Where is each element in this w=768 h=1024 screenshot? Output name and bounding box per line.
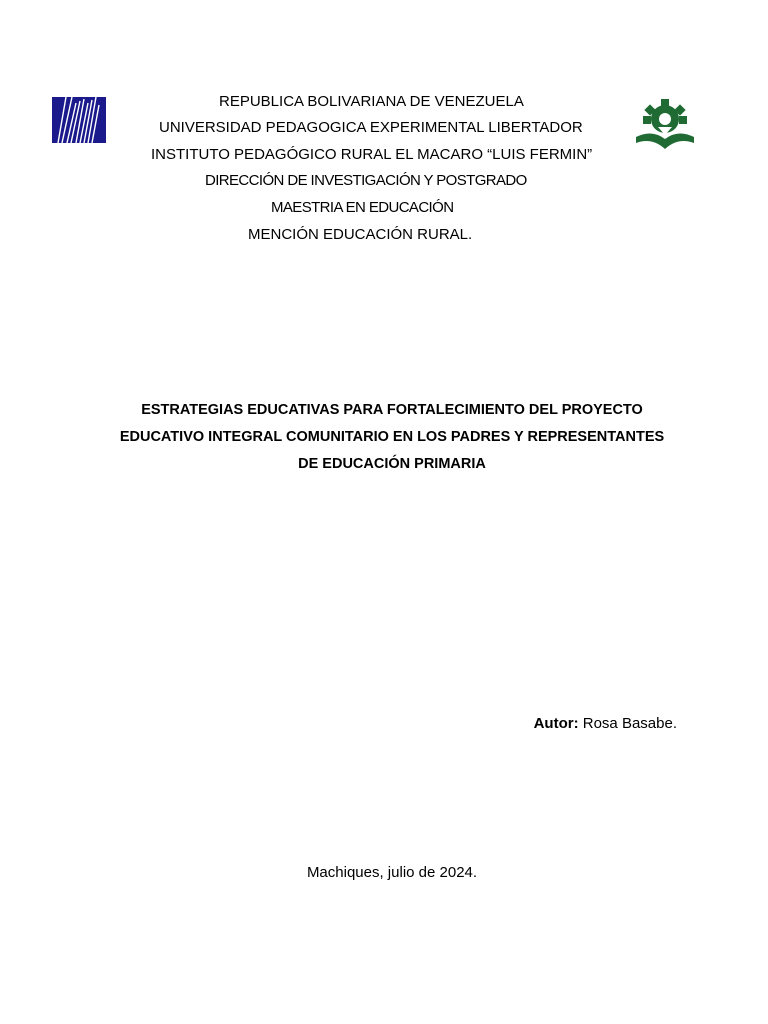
place-date: Machiques, julio de 2024. [306,864,478,881]
header-country: REPUBLICA BOLIVARIANA DE VENEZUELA [219,93,524,110]
author-label: Autor: [533,715,579,732]
title-line-3: DE EDUCACIÓN PRIMARIA [298,456,486,472]
upel-logo [52,97,106,143]
header-masters: MAESTRIA EN EDUCACIÓN [271,199,454,216]
gear-book-logo [634,97,696,155]
header-university: UNIVERSIDAD PEDAGOGICA EXPERIMENTAL LIBERTADOR [159,119,583,136]
title-line-1: ESTRATEGIAS EDUCATIVAS PARA FORTALECIMIENTO DEL PROYECTO [141,402,643,418]
header-mention: MENCIÓN EDUCACIÓN RURAL. [248,226,473,243]
author-name: Rosa Basabe. [578,715,677,732]
title-line-2: EDUCATIVO INTEGRAL COMUNITARIO EN LOS PADRES Y REPRESENTANTES [119,429,665,445]
header-direction: DIRECCIÓN DE INVESTIGACIÓN Y POSTGRADO [205,172,527,189]
author-line [534,715,677,732]
header-institute: INSTITUTO PEDAGÓGICO RURAL EL MACARO “LUIS FERMIN” [151,146,593,163]
